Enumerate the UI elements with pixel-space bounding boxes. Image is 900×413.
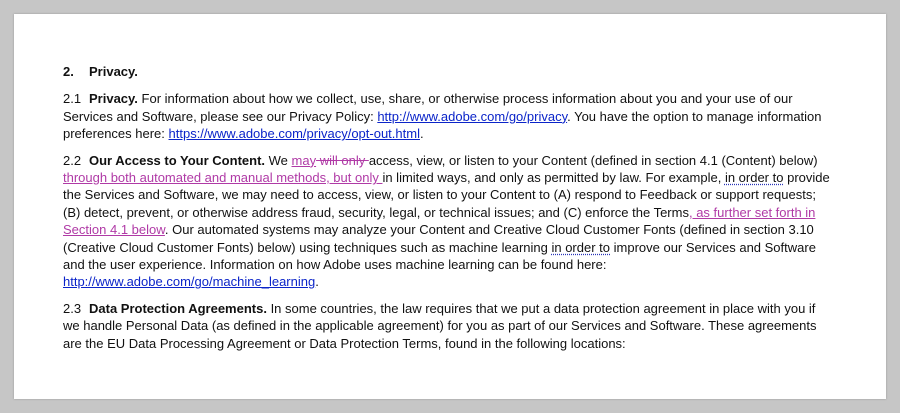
paragraph-text: access, view, or listen to your Content (defined in section 4.1 (Content) below) <box>368 152 818 168</box>
section-heading <box>63 63 835 80</box>
deleted-text: will only <box>316 152 369 168</box>
paragraph-text: . Our automated systems may analyze your Content and Creative Cloud Customer Fonts (defined in section 3.10 (Creative Cloud Customer Fonts) below) using techniques such as machine learning <box>63 222 814 255</box>
paragraph-text: . You have the option to manage information preferences here: <box>63 108 822 142</box>
opt-out-link[interactable]: https://www.adobe.com/privacy/opt-out.html <box>168 126 420 142</box>
document-content <box>63 63 835 361</box>
paragraph-title: Privacy. <box>89 91 138 107</box>
paragraph-text: . <box>419 126 424 142</box>
paragraph-text: improve our Services and Software and the user experience. Information on how Adobe uses machine learning can be found here: <box>63 239 816 273</box>
paragraph-title: Data Protection Agreements. <box>89 300 267 316</box>
paragraph-text: In some countries, the law requires that we put a data protection agreement in place with you if we handle Personal Data (as defined in the applicable agreement) for you as part of our Services and Software. These agreements are the EU Data Processing Agreement or Data Protection Terms, found in the following locations: <box>63 300 817 351</box>
flagged-phrase: in order to <box>724 170 784 186</box>
machine-learning-link[interactable]: http://www.adobe.com/go/machine_learning <box>63 274 316 290</box>
paragraph-text: in limited ways, and only as permitted by law. For example, <box>382 170 725 186</box>
privacy-policy-link[interactable]: http://www.adobe.com/go/privacy <box>377 108 568 124</box>
paragraph-title: Our Access to Your Content. <box>89 152 266 168</box>
paragraph-text: We <box>265 152 292 168</box>
paragraph-number: 2.3 <box>63 300 82 316</box>
paragraph-number: 2.1 <box>63 91 82 107</box>
document-page <box>14 14 886 399</box>
inserted-text: may <box>291 152 317 168</box>
section-number: 2. <box>63 64 74 79</box>
section-title: Privacy. <box>89 64 138 79</box>
paragraph-2-1 <box>63 90 835 142</box>
paragraph-2-2 <box>63 152 835 291</box>
paragraph-text: provide the Services and Software, we may need to access, view, or listen to your Content to (A) respond to Feedback or support requests; (B) detect, prevent, or otherwise address fraud, security, legal, or technical issues; and (C) enforce the Terms <box>63 170 830 220</box>
inserted-text: through both automated and manual methods, but only <box>63 170 383 186</box>
paragraph-text: . <box>315 274 319 290</box>
paragraph-text: For information about how we collect, use, share, or otherwise process information about you and your use of our Services and Software, please see our Privacy Policy: <box>63 91 793 124</box>
inserted-text: , as further set forth in Section 4.1 below <box>63 204 816 238</box>
paragraph-2-3 <box>63 300 835 352</box>
paragraph-number: 2.2 <box>63 152 82 168</box>
flagged-phrase: in order to <box>551 239 611 255</box>
